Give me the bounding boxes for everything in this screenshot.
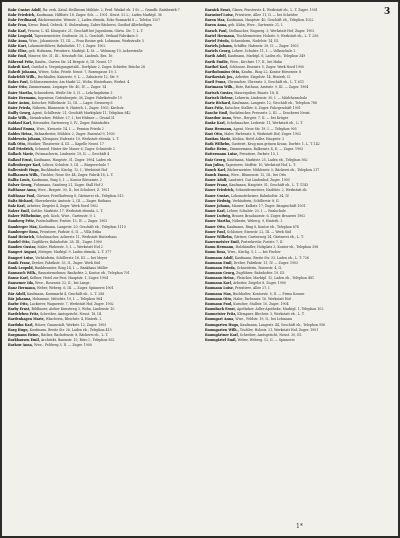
entry-text: Gastwirt, Krug zum grünen Kranz, Dorfstr. 1, L. T. 142 bbox=[231, 142, 320, 147]
entry-text: Näherin, Blumenstr. 8, Hinterh. I., Zuger. 1903, Kirchstr. bbox=[32, 105, 125, 110]
entry-text: Wwe., Kirchstr. 17, II., bei Hahn bbox=[229, 59, 283, 64]
entry-name: Baldauf Emma, bbox=[8, 126, 36, 131]
entry-name: Banik Franz, bbox=[8, 260, 31, 265]
entry-name: Battermann Luise, bbox=[205, 152, 239, 157]
entry-name: Baumann Paul, bbox=[205, 301, 233, 306]
entry-text: Lehrer, Schulstr. 3, III. — Bürgerschule 7 bbox=[42, 162, 110, 167]
entry-text: Kaufmann, Marktstr. 25, Laden eb., Telephon 562 bbox=[227, 157, 308, 162]
entry-name: Bauer Ludwig, bbox=[205, 214, 231, 219]
entry-name: Bargmann Heinr., bbox=[8, 332, 41, 337]
entry-text: Schneiderin, Nadelstr. 14, III. bbox=[230, 38, 279, 43]
entry-text: Maler, Färberstr. 5, I. — Werkstatt Hof 2 bbox=[37, 245, 103, 250]
entry-text: Steindrucker, Feldstr. 27, I., bei Hübner — Grund 31 bbox=[29, 116, 115, 121]
entry-name: Barsch Paul, bbox=[205, 28, 228, 33]
entry-name: Balzer Wilhelmine, bbox=[8, 214, 43, 219]
entry-name: Bahrdt Johanna, bbox=[8, 69, 38, 74]
entry-text: Kreuz. Rund, Gebeck. E. Stolzenburg, Zuber Bäckerei, Gasthof Allerheiligen bbox=[28, 23, 152, 28]
entry-name: Bahr Friedrich, bbox=[8, 13, 36, 18]
entry-name: Barduhn Karl, bbox=[8, 322, 34, 327]
entry-name: Barby Ernst, bbox=[8, 307, 31, 312]
entry-text: Hebamme, Mittelstr. 19, I. — Telephon 964 bbox=[32, 296, 103, 301]
entry-name: Barth Emilie, bbox=[205, 59, 229, 64]
entry-name: Bartsch Helene, bbox=[205, 95, 234, 100]
entry-name: Baier Otto, bbox=[8, 85, 28, 90]
entry-name: Ballhausen Wilh., bbox=[8, 173, 40, 177]
entry-name: Basche Emil, bbox=[205, 111, 229, 116]
entry-text: Schlosser, Eisenstr. 22, III. — Werk Süd bbox=[226, 229, 292, 234]
entry-text: Kaufmann, Hauptstr. 51, Geschäft eb., L. T. 1143 bbox=[229, 183, 309, 188]
entry-text: Bäcker, Backofenstr. 8, Bäckerei eb., L. T. bbox=[41, 332, 109, 337]
entry-text: Kaufmann, Marktpl. 6, Laden eb., Telephon 349 bbox=[227, 54, 306, 59]
entry-name: Bauch Karl, bbox=[205, 167, 227, 172]
entry-text: Kaufmann, Langestr. 12, Geschäft eb., Telephon 788 bbox=[232, 100, 317, 105]
entry-name: Baumgärtner Karl, bbox=[205, 332, 239, 337]
entry-name: Bank Leopold, bbox=[8, 265, 34, 270]
entry-text: Bauunternehmer, Bauhofstr. 2, Kontor eb., Telephon 701 bbox=[38, 270, 130, 275]
entry-text: Privatiere, Allee 11, II. — bei Schröder bbox=[235, 13, 298, 18]
entry-name: Barnstorf Luise, bbox=[205, 13, 235, 18]
entry-text: Zimmermann, Balkenstr. 4, II. — Zuger. 1903 bbox=[229, 147, 304, 152]
entry-name: Baumann Otto, bbox=[205, 296, 233, 301]
entry-name: Balzer Emil, bbox=[8, 209, 30, 214]
entry-name: Batke Heinr., bbox=[205, 147, 229, 152]
entry-name: Bath Wilhelm, bbox=[205, 142, 231, 147]
entry-text: Bäckermeister, Weinstr. 2, Laden ebenda, Ecke Rosmarkt 8 — Telefon 1207 bbox=[38, 18, 161, 23]
entry-text: Bäckermeister, Mühlenstr. 5, Bäckerei eb., Telephon 217 bbox=[227, 167, 320, 172]
entry-name: Bauer Johann, bbox=[205, 203, 231, 208]
entry-name: Bartz Richard, bbox=[205, 100, 232, 105]
entry-text: Arbeiter, Ziegelei 8, Zuger. 1900 bbox=[233, 281, 286, 286]
entry-name: Baumeister Fritz, bbox=[205, 312, 237, 317]
entry-text: Weber, Weberg. 6, III. — Zuger. Spinnerei 1901 bbox=[36, 286, 114, 291]
entry-text: Schuhmacher, Ackerstr. 11, Werkstatt Hinterhaus bbox=[36, 234, 117, 239]
entry-name: Baumbach Ernst, bbox=[205, 307, 236, 312]
entry-text: Agent, Schillerstr. 21, Geschäft Marktplatz 11, Telephon 842 bbox=[32, 111, 131, 116]
entry-name: Baumann Frieda, bbox=[205, 265, 236, 270]
entry-text: Wwe., Feldweg 3, II. — Zuger. 1900 bbox=[33, 343, 92, 348]
entry-name: Bauer Wilhelm, bbox=[205, 234, 233, 239]
entry-name: Bamberg Fritz, bbox=[8, 219, 35, 224]
entry-text: Wwe., Blumenstr. 12, III., bei Otto bbox=[230, 173, 287, 177]
entry-text: Verkäuferin, Schillerstr. 16, III. — bei Meyer bbox=[35, 255, 108, 260]
entry-name: Bangert August, bbox=[8, 250, 38, 255]
entry-name: Balser Georg, bbox=[8, 183, 33, 188]
entry-name: Bake Wilh., bbox=[8, 116, 29, 121]
entry-text: Maurer, Kalkstr. 17, Zuger. Baugeschäft 1901 bbox=[231, 203, 306, 208]
entry-text: Schneiderin, Weiße Str. 5, II. — Lehrlingsheim 3 bbox=[34, 90, 113, 95]
entry-text: Architekt, Baumstr. 15, Büro I., Telephon 832 bbox=[40, 338, 115, 342]
entry-name: Bauer Adolf, bbox=[205, 178, 228, 183]
entry-text: Schiffer, Hafenstr. 28, II. — Zuger. 1903 bbox=[233, 44, 299, 49]
entry-text: Wwe., Bergstr. 30, II., bei Schubert, Z. 1901 bbox=[37, 188, 110, 193]
entry-name: Ballin Louis, bbox=[8, 178, 31, 183]
entry-name: Bartels Georg, bbox=[205, 49, 231, 54]
entry-name: Baumann Max, bbox=[205, 291, 232, 296]
entry-text: Uhrmacher, Uhrenstr. 3, Geschäft eb., L. T. 611 bbox=[227, 80, 305, 85]
entry-name: Bähr Kurt, bbox=[8, 44, 28, 49]
entry-text: Bankbeamter, Ring 14, I. — Bankhaus Müller bbox=[34, 265, 108, 270]
entry-text: Buchhalter, Kontorstr. 5, II. — Firma Krause bbox=[232, 291, 305, 296]
entry-text: Wäscherin, Bleichstr. 4, Hinterh. I. bbox=[45, 317, 102, 322]
entry-name: Baldes Heinr., bbox=[8, 131, 34, 136]
entry-text: Buchhalter, Kaiserstr. 9, L. — Zahnärzte 12, Str. 9 bbox=[37, 75, 119, 80]
entry-text: Agent, Neue Str. 19, I. — Telephon 905 bbox=[233, 126, 297, 131]
entry-name: Baier Anton, bbox=[8, 100, 31, 105]
entry-text: Schreiber, Amtsgericht, Neust. 30, III. bbox=[239, 332, 302, 337]
entry-name: Bamberger Rosa, bbox=[8, 229, 39, 234]
entry-name: Baier Hermann, bbox=[8, 95, 37, 100]
entry-text: Sattler, Marktstr. 17, Werkstatt ebenda, L. T. bbox=[30, 209, 104, 214]
entry-text: Brauer, Brauhausstr. 6, Zuger. Brauerei 1902 bbox=[232, 214, 306, 219]
entry-text: Wwe., Kreuzstr. 14, I. — Pension Frieda 2 bbox=[36, 126, 104, 131]
entry-name: Bauer Otto, bbox=[205, 224, 226, 229]
entry-text: Bildhauer, Atelier Kunstweg 3, Wohn. Lindenstr. 10 bbox=[31, 307, 115, 312]
entry-text: Fuhrmann, Sandweg 21, Zuger. Stall Hof 3 bbox=[33, 183, 104, 188]
entry-name: Bauer Friedrich, bbox=[205, 188, 235, 193]
entry-name: Bährend Fritz, bbox=[8, 59, 34, 64]
entry-name: Bauer Gustav, bbox=[205, 193, 230, 198]
entry-text: Kaufmann, Ring 5, I. — Kontor Börsenstr. 2 bbox=[31, 178, 102, 183]
entry-name: Balk Otto, bbox=[8, 142, 27, 147]
entry-name: Balz Karl, bbox=[8, 203, 26, 208]
entry-text: Weber, Weberg. 12, II. — Spinnerei bbox=[237, 338, 295, 342]
entry-text: Schmied, Hinter der Mauer 6, Zuger. Schmiede 2 bbox=[34, 147, 115, 152]
entry-name: Baltz Richard, bbox=[8, 198, 34, 203]
entry-text: Zimmermann, Leipziger Str. 40, IV. — Zuger. 14 bbox=[28, 85, 107, 90]
entry-text: Wwe., Kirchg. 5, I. — bei Fischer bbox=[227, 250, 281, 255]
entry-name: Barnick Ernst, bbox=[205, 8, 232, 12]
entry-text: Schlosser, Eisenstr. 5, Zuger. Werk Nord 1900 bbox=[229, 64, 305, 69]
entry-name: Baumann Emil, bbox=[205, 260, 233, 265]
entry-name: Bau Julius, bbox=[205, 162, 225, 167]
entry-name: Bauch Emma, bbox=[205, 173, 230, 177]
entry-text: Musiker, Theaterstr. 4, III. — Kapelle Neust. 17 bbox=[27, 142, 104, 147]
entry-text: Kaufmann, Breite Str. 33, Laden eb., L. T. 726 bbox=[234, 255, 309, 260]
entry-text: Dreher, Fabrikstr. 33, II., Zuger. Werk Süd bbox=[31, 260, 101, 265]
entry-name: Bardeleben Fritz, bbox=[8, 312, 40, 317]
entry-text: Kaufmann, Ring 8, Kontor eb., Telephon 874 bbox=[226, 224, 299, 229]
entry-name: Basedow Anna, bbox=[205, 116, 233, 121]
entry-text: geb. Kühn, Wwe., Gartenstr. 21, I. bbox=[228, 23, 284, 28]
entry-text: Stellmacher, Wagnerg. 3, Werkstatt Hof, Zuger. 1902 bbox=[228, 28, 315, 33]
entry-name: Balthasar Paul, bbox=[8, 193, 36, 198]
entry-name: Baumgarten Hugo, bbox=[205, 322, 240, 327]
entry-name: Bannasch Wilh., bbox=[8, 270, 38, 275]
left-column bbox=[8, 8, 188, 348]
entry-text: Kaufmann, Hauptstr. 31, Zuger. 1904, Laden eb. bbox=[33, 157, 113, 162]
entry-name: Bär Johanna, bbox=[8, 296, 32, 301]
entry-name: Bartel Hermann, bbox=[205, 33, 236, 38]
entry-name: Bass Hermann, bbox=[205, 126, 233, 131]
entry-name: Bandel Otto, bbox=[8, 240, 31, 245]
entry-text: Ingenieur, Gutenbergstr. 36, Zuger. Fabrikstraße 15 bbox=[37, 95, 122, 100]
entry-text: Lokomotivführer, Bahnhofstr. 17, I. Zuger. 1902 bbox=[28, 44, 106, 49]
entry-text: Lokomotivheizer, Bahnhofstr. 34, IV. bbox=[230, 193, 290, 198]
entry-name: Baron Max, bbox=[205, 18, 226, 23]
entry-text: Kellner, Hotel zur Post, Hauptstr. 1, Zuger. 1904 bbox=[29, 276, 109, 281]
entry-name: Bauer Paul, bbox=[205, 229, 226, 234]
entry-text: Klempner, Blechstr. 3, Werkstatt eb., L. T. bbox=[237, 312, 305, 317]
entry-name: Bahr Karl, bbox=[8, 28, 27, 33]
entry-name: Bauer Franz, bbox=[205, 183, 229, 188]
entry-name: Bartholomäus Otto, bbox=[205, 69, 241, 74]
entry-name: Bamberger Max, bbox=[8, 224, 38, 229]
entry-name: Bartl Franz, bbox=[205, 80, 227, 85]
entry-text: Reisender, Gartenweg 3, IV., Zuger. Bahnhofstr. bbox=[32, 121, 110, 126]
entry-text: Lackierer, Wagnerstr. 7, Werkstatt Hof, Zuger. 1902 bbox=[29, 301, 114, 306]
entry-name: Bandow Gustav, bbox=[8, 245, 37, 250]
entry-text: Wwe., Bergstr. 7, II. — bei Krüger bbox=[233, 116, 289, 121]
entry-name: Barkow Anna, bbox=[8, 343, 33, 348]
entry-text: Köchin, Hotel Adler, Hauptstr. 3 bbox=[232, 136, 285, 141]
entry-text: Maler, Farbenstr. 8, Werkstatt Hof, Zuger. 1902 bbox=[224, 131, 301, 136]
entry-text: Privatiere, Parkstr. 6, II. — Villa Erika bbox=[39, 229, 102, 234]
entry-text: Heizer, Gasanstalt, Werkstr. 12, Zuger. 1903 bbox=[34, 322, 107, 327]
entry-name: Baumann Luise, bbox=[205, 286, 234, 291]
entry-text: Kaufmann, Langestr. 20, Geschäft eb., Telephon 1119 bbox=[38, 224, 126, 229]
entry-text: Arbeiter, Ziegelei 4, Zuger. Werk Nord 1902 bbox=[26, 203, 99, 208]
entry-name: Baron Anna, bbox=[205, 23, 228, 28]
entry-name: Bartels Johann, bbox=[205, 44, 233, 49]
entry-text: Schreiber, Amtsgericht, Neust. 18, III. bbox=[40, 312, 103, 317]
entry-text: Putzmacherin, Lindenstr. 19, II. — Geschäft 4 bbox=[35, 152, 110, 157]
entry-text: Gärtner, Friedhofsweg 8, Gärtnerei eb., Telephon 513 bbox=[36, 193, 124, 198]
entry-text: Kaufmann, Langestr. 44, Geschäft eb., Telephon 956 bbox=[240, 322, 326, 327]
entry-text: Wwe., Feldstr. 19, II., bei Lehmann bbox=[235, 317, 293, 322]
entry-text: Wwe., Rosenstr. 22, II., bei Lange bbox=[35, 281, 90, 286]
entry-name: Bauer Martha, bbox=[205, 219, 232, 224]
entry-text: Dreher, Fabrikstr. 11, IV. — Zuger. 1903 bbox=[233, 260, 299, 265]
entry-name: Barkhausen Emil, bbox=[8, 338, 40, 342]
entry-text: Holzhändler, Holzplatz 3, Kontor eb., Telephon 398 bbox=[235, 245, 319, 250]
entry-name: Banz Hermann, bbox=[8, 286, 36, 291]
entry-text: Schlossermeister, Am Markt 22, Wohn. Hinterhaus, Werkst. 4 bbox=[29, 80, 130, 85]
entry-text: Schneidermeister, Nadelstr. 2, Werkstatt eb. bbox=[235, 188, 308, 193]
entry-name: Bär Adolf, bbox=[8, 291, 26, 296]
entry-name: Baldauf Karl, bbox=[8, 121, 32, 126]
entry-text: geb. Koch, Wwe., Gartenstr. 9, I. bbox=[43, 214, 96, 219]
entry-name: Baier Martha, bbox=[8, 90, 34, 95]
entry-name: Bansemer Ida, bbox=[8, 281, 34, 286]
entry-name: Bähr Anna, bbox=[8, 38, 29, 43]
entry-text: Zugführer, Bahnhofstr. 19, III. bbox=[236, 270, 285, 275]
entry-text: geb. Hofmann, Privatiere, Marktpl. 4, St. — Wohnung 19, Ackerstraße bbox=[28, 49, 143, 54]
entry-text: Kaufm., Ring 22, Kontor Börsenstr. 8 bbox=[241, 69, 302, 74]
entry-name: Bardenhagen Marie, bbox=[8, 317, 45, 322]
entry-name: Bähr Leopold, bbox=[8, 33, 34, 38]
entry-name: Baske Karl, bbox=[205, 121, 226, 126]
entry-text: Postschaffner, Poststr. 13, IV. — Zuger. 1903 bbox=[35, 219, 108, 224]
entry-text: Buchbinder, Kirchg. 12, I., Werkstatt Hof bbox=[40, 167, 108, 172]
entry-text: Zugführer, Bahnhofstr. 28, III., Zuger. 1900 bbox=[31, 240, 102, 245]
directory-entry bbox=[205, 338, 385, 343]
entry-name: Batz Georg, bbox=[205, 157, 227, 162]
entry-text: Tischler, Holzstr. 21, Werkstatt Hof, Zuger. 1901 bbox=[239, 327, 319, 332]
entry-text: Tischlermeister, Holzstr. 9, Werkstatt eb., L. T. 256 bbox=[236, 33, 319, 38]
entry-text: Kutscher, Wilhelmstr. 12, III. — Lager, Steinweg 6 bbox=[31, 100, 113, 105]
entry-name: Baum Hermann, bbox=[205, 245, 235, 250]
entry-name: Bahr Ferdinand, bbox=[8, 18, 38, 23]
entry-text: Klempner, Hafenstr. 10, Werkstatt ebenda, L. T. bbox=[42, 136, 120, 141]
entry-text: Privatiere, Allee 27, I. bbox=[234, 286, 271, 291]
entry-name: Bähr Elise, bbox=[8, 49, 28, 54]
entry-text: Privatiere, Parkstr. 15, I. bbox=[239, 152, 280, 157]
entry-text: Fleischer, Marktpl. 12, Laden eb., Telephon 481 bbox=[236, 276, 315, 281]
entry-name: Baum Rosa, bbox=[205, 250, 227, 255]
entry-name: Bauermeister Emil, bbox=[205, 240, 240, 245]
entry-text: fhr. erzh. Katal. Heilbronn Mühlstr. 2, Ferd. Winkel eb. 1 St. — Grundb. Ratsbezirk 7 bbox=[42, 8, 180, 12]
entry-text: Kutscher, Stallstr. 6, Zuger. Fuhrgeschäft 1901 bbox=[224, 105, 301, 110]
entry-name: Baumann Karl, bbox=[205, 281, 233, 286]
entry-text: Lehrer, Schulstr. 20, I. — Realschule bbox=[226, 209, 286, 214]
entry-text: Kaufmann, Kornmarkt 4, Geschäft eb., L. T. 288 bbox=[27, 291, 105, 296]
entry-name: Baumgarten Wilh., bbox=[205, 327, 239, 332]
entry-text: Gasthof u. Vergnügungsetabl., Dorfplatz 2, Zuger. Schiefer, Brücke 28 bbox=[31, 64, 145, 69]
entry-text: Kutscher, Stallstr. 10, Zuger. 1904 bbox=[233, 301, 289, 306]
entry-name: Bahr Frau, bbox=[8, 23, 28, 28]
entry-name: Bauer Hedwig, bbox=[205, 198, 232, 203]
entry-name: Ballenberger Karl, bbox=[8, 162, 42, 167]
entry-text: Buchdrucker, Pressestr. 2, III. — Druckerei Neust. bbox=[229, 111, 311, 116]
entry-name: Bauer Karl, bbox=[205, 209, 226, 214]
entry-name: Baumgärtel Emil, bbox=[205, 338, 237, 342]
entry-name: Barg Hugo, bbox=[8, 327, 29, 332]
entry-text: Maler, Farbenstr. 16, Werkstatt Hof bbox=[233, 296, 291, 301]
entry-name: Bähr Emil, bbox=[8, 54, 28, 59]
entry-name: Ballach Marie, bbox=[8, 152, 35, 157]
entry-text: Glaser, Fensterstr. 4, Werkstatt eb., L. T. Zuger. 1901 bbox=[232, 8, 318, 12]
entry-text: Lehrer, Schulstr. 11, I. — Volksschule 2 bbox=[231, 49, 296, 54]
entry-text: Witwe, Sohn. Friedr. Neust. 7, Rosengasse 19, I. bbox=[38, 69, 117, 74]
entry-name: Baumann Adolf, bbox=[205, 255, 234, 260]
entry-name: Barthel Karl, bbox=[205, 64, 229, 69]
entry-name: Bahrs Paul, bbox=[8, 80, 29, 85]
entry-name: Bastian Marie, bbox=[205, 136, 232, 141]
entry-name: Baumgart Anna, bbox=[205, 317, 235, 322]
entry-text: Lehrerin, Lindenstr. 30, I. — Mädchenschule bbox=[234, 95, 308, 100]
entry-text: Kaufmann, Breite Str. 26, Laden eb., Telephon 415 bbox=[29, 327, 112, 332]
entry-name: Bartkowiak Jos., bbox=[205, 75, 235, 80]
entry-name: Bangert Luise, bbox=[8, 255, 35, 260]
entry-name: Baldewein Johann, bbox=[8, 136, 42, 141]
entry-text: Tapeziermeister, Grafenstr. 28, L. Geschäft, Verkauf Fabrikate 3 bbox=[34, 33, 138, 38]
entry-name: Bartmann Wilh., bbox=[205, 85, 235, 90]
entry-text: Kaufmann, Hilflsstr. 18, Zuger. Sch. — 1901. Neust. 52 L.; Laden Marktpl. 36 bbox=[36, 13, 162, 18]
entry-name: Ballerstedt Hugo, bbox=[8, 167, 40, 172]
page-footer: 1* bbox=[296, 523, 303, 530]
entry-name: Baier Frieda, bbox=[8, 105, 32, 110]
entry-name: Balthasar Anna, bbox=[8, 188, 37, 193]
entry-text: Kaufm., Garten Str. 24 Bergstr. 6, III. Neust. 17 bbox=[34, 59, 112, 64]
entry-text: Wwe., Johannisstr. 11, III. — Frau Rosine geb. Lohmann, Werkstraße 3 bbox=[29, 38, 144, 43]
entry-name: Baumann Heinr., bbox=[205, 276, 236, 281]
entry-text: Tapezierer, Stoffstr. 10, Werkstatt Hof, L. T. bbox=[225, 162, 296, 167]
entry-text: Verkäuferin, Schillerstr. 8, II. bbox=[232, 198, 280, 203]
entry-text: Obersekretär, Amtsstr. 2, III. — Zuger. Rathaus bbox=[34, 198, 112, 203]
entry-name: Barbe Otto, bbox=[8, 301, 29, 306]
entry-name: Barz Fritz, bbox=[205, 105, 224, 110]
entry-text: Metzger, Marktpl. 9, Laden ebenda, L. T. 377 bbox=[38, 250, 112, 255]
entry-text: Maurerpolier, Baustr. 18, II. bbox=[234, 90, 280, 95]
entry-text: Arbeiter, Ziegelstr. 14, Hinterh. II. bbox=[235, 75, 291, 80]
entry-text: Näherin, Weberg. 9, Hinterh. I. bbox=[232, 219, 283, 224]
entry-text: Apotheker, Adler-Apotheke, Marktpl. 1, Telephon 102 bbox=[236, 307, 324, 312]
entry-name: Ballauf Ernst, bbox=[8, 157, 33, 162]
entry-text: Landwirt, Gut Lindenhof, Zuger. 1900 bbox=[228, 178, 290, 183]
entry-name: Bahr Gustav Adolf, bbox=[8, 8, 42, 12]
directory-entry bbox=[8, 343, 188, 348]
entry-name: Bahrfeldt Wilh., bbox=[8, 75, 37, 80]
entry-text: Maurer, Str. 31, III., Neustadt Str., Lindenh. Bez. 16 bbox=[28, 54, 113, 59]
entry-name: Banse Karl, bbox=[8, 276, 29, 281]
entry-text: Postsekretär, Poststr. 7, II. bbox=[240, 240, 284, 245]
entry-text: Friseur, L. Kl. Königsstr. 21, Geschäft bei Jugenheim, Gärtn. Str. 7, L. T. bbox=[27, 28, 144, 33]
entry-name: Bartel Frieda, bbox=[205, 38, 230, 43]
directory-page bbox=[2, 2, 398, 536]
entry-name: Ball Friedrich, bbox=[8, 147, 34, 152]
entry-text: Gärtner, Gartenweg 14, Gärtnerei eb., L. T. bbox=[233, 234, 304, 239]
entry-name: Bartsch Gustav, bbox=[205, 90, 234, 95]
entry-name: Band Heinrich, bbox=[8, 234, 36, 239]
entry-text: Kaufmann, Hauptstr. 40, Geschäft eb., Telephon 1022 bbox=[226, 18, 314, 23]
entry-text: Bahnarbeiter, Mühlstr. 2, Zuger. Rosental 9, 1900 bbox=[34, 131, 115, 136]
right-column bbox=[205, 8, 385, 343]
entry-text: Schneiderin, Rosenstr. 4, II. bbox=[236, 265, 282, 270]
entry-name: Barth Adolf, bbox=[205, 54, 227, 59]
entry-text: Bote, Rathaus, Amtsstr. 9, III. — Zuger. 1904 bbox=[235, 85, 309, 90]
entry-name: Bailly Georg, bbox=[8, 111, 32, 116]
entry-name: Baumann Georg, bbox=[205, 270, 236, 275]
entry-name: Bast Otto, bbox=[205, 131, 224, 136]
entry-name: Bahrdt Karl, bbox=[8, 64, 31, 69]
entry-text: Schuhmacher, Lederstr. 11, Werkstatt eb., L. T. bbox=[226, 121, 303, 126]
page-number: 3 bbox=[384, 7, 391, 17]
entry-text: Tischler, Neue Str. 44, Zuger. Fabrik 18, L. T. bbox=[40, 173, 114, 177]
